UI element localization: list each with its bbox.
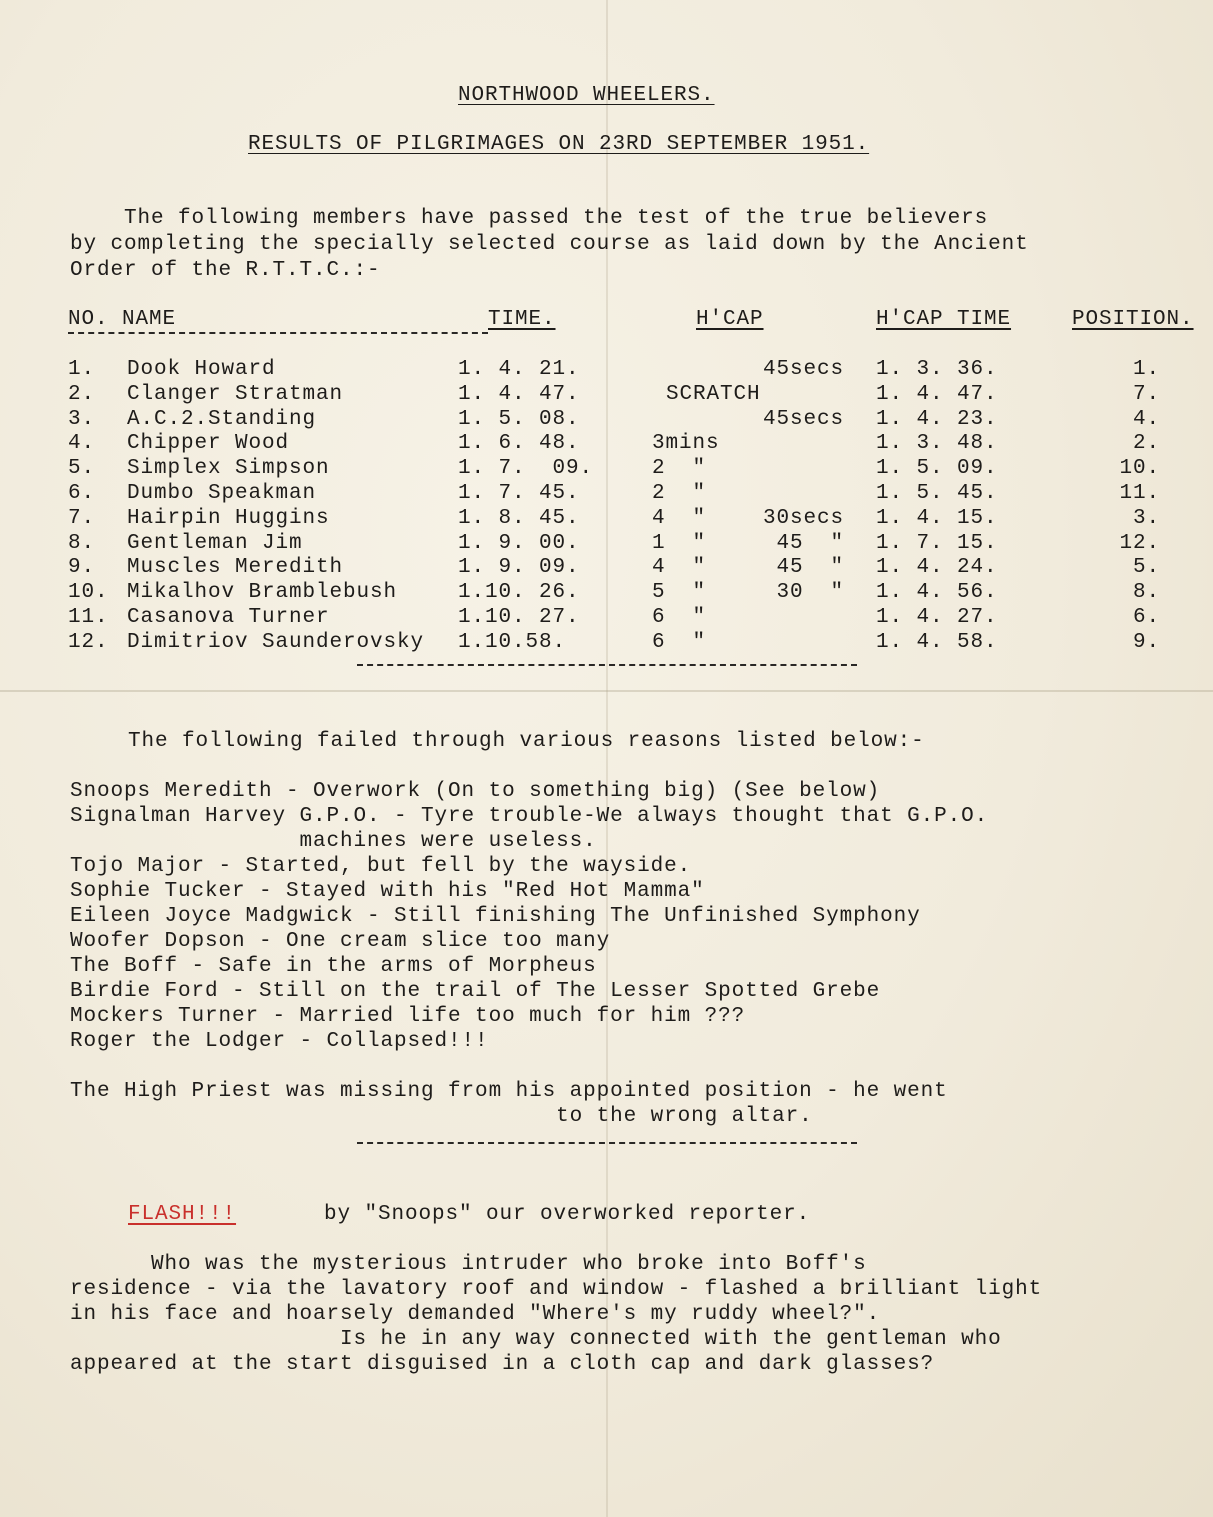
failed-item: Roger the Lodger - Collapsed!!!	[70, 1030, 489, 1053]
row-name: A.C.2.Standing	[127, 407, 317, 431]
row-position: 6.	[1132, 606, 1160, 629]
row-handicap: 4 "	[652, 556, 707, 580]
row-position: 1.	[1132, 358, 1160, 381]
row-handicap-secs: 45 "	[776, 531, 844, 555]
row-handicap-time: 1. 4. 58.	[876, 630, 998, 654]
row-position: 11.	[1119, 482, 1160, 505]
flash-body-line: in his face and hoarsely demanded "Where's my ruddy wheel?".	[70, 1303, 881, 1326]
row-time: 1. 8. 45.	[458, 506, 580, 530]
row-handicap-time: 1. 4. 23.	[876, 407, 998, 431]
row-number: 7.	[68, 506, 96, 530]
row-time: 1.10. 26.	[458, 581, 580, 605]
row-handicap-time: 1. 4. 15.	[876, 506, 998, 530]
flash-body-line: Who was the mysterious intruder who broke into Boff's	[70, 1253, 867, 1276]
flash-body-line: Is he in any way connected with the gentleman who	[70, 1328, 1002, 1351]
failed-item: Tojo Major - Started, but fell by the wayside.	[70, 855, 692, 878]
row-name: Hairpin Huggins	[127, 506, 330, 530]
failed-item: Eileen Joyce Madgwick - Still finishing The Unfinished Symphony	[70, 905, 921, 928]
row-time: 1.10.58.	[458, 630, 567, 654]
row-position: 8.	[1132, 581, 1160, 605]
column-header-position: POSITION.	[1072, 308, 1194, 331]
row-time: 1. 7. 45.	[458, 482, 580, 505]
row-position: 10.	[1119, 457, 1160, 481]
column-header-name: NO. NAME	[68, 308, 488, 334]
row-handicap-secs: 30secs	[762, 506, 844, 530]
row-time: 1. 6. 48.	[458, 432, 580, 456]
column-header-time: TIME.	[488, 308, 556, 331]
row-handicap-time: 1. 5. 09.	[876, 457, 998, 481]
row-number: 10.	[68, 581, 109, 605]
column-header-hcap: H'CAP	[696, 308, 764, 331]
row-position: 4.	[1132, 407, 1160, 431]
intro-line: by completing the specially selected course as laid down by the Ancient	[70, 233, 1029, 256]
row-position: 3.	[1132, 506, 1160, 530]
failed-item: Snoops Meredith - Overwork (On to something big) (See below)	[70, 780, 881, 803]
row-number: 3.	[68, 407, 96, 431]
row-number: 11.	[68, 606, 109, 629]
row-handicap: 5 "	[652, 581, 707, 605]
failed-item: machines were useless.	[70, 830, 597, 853]
flash-label: FLASH!!!	[128, 1203, 237, 1226]
row-number: 1.	[68, 358, 96, 381]
intro-line: The following members have passed the test of the true believers	[70, 207, 989, 230]
row-handicap-time: 1. 3. 48.	[876, 432, 998, 456]
row-handicap-time: 1. 7. 15.	[876, 531, 998, 555]
flash-byline: by "Snoops" our overworked reporter.	[324, 1203, 811, 1226]
row-handicap: 6 "	[652, 606, 707, 629]
row-handicap-secs: 45 "	[776, 556, 844, 580]
row-handicap: 6 "	[652, 630, 707, 654]
row-time: 1. 9. 00.	[458, 531, 580, 555]
row-time: 1. 7. 09.	[458, 457, 594, 481]
row-position: 7.	[1132, 382, 1160, 406]
row-number: 6.	[68, 482, 96, 505]
row-handicap-time: 1. 4. 24.	[876, 556, 998, 580]
row-handicap-secs: 30 "	[776, 581, 844, 605]
failed-item: Mockers Turner - Married life too much for him ???	[70, 1005, 746, 1028]
failed-intro: The following failed through various reasons listed below:-	[128, 730, 925, 753]
row-handicap: SCRATCH	[666, 382, 761, 406]
row-position: 12.	[1119, 531, 1160, 555]
column-header-hcap-time: H'CAP TIME	[876, 308, 1012, 331]
page-title: RESULTS OF PILGRIMAGES ON 23RD SEPTEMBER 1951.	[248, 133, 870, 156]
flash-body-line: appeared at the start disguised in a cloth cap and dark glasses?	[70, 1353, 935, 1376]
row-time: 1. 4. 21.	[458, 358, 580, 381]
row-number: 8.	[68, 531, 96, 555]
divider-dashes	[357, 1142, 857, 1144]
row-handicap: 4 "	[652, 506, 707, 530]
row-name: Casanova Turner	[127, 606, 330, 629]
row-number: 9.	[68, 556, 96, 580]
row-number: 5.	[68, 457, 96, 481]
high-priest-line: The High Priest was missing from his appointed position - he went	[70, 1080, 948, 1103]
row-name: Chipper Wood	[127, 432, 290, 456]
row-name: Simplex Simpson	[127, 457, 330, 481]
club-title: NORTHWOOD WHEELERS.	[458, 84, 715, 107]
row-time: 1. 4. 47.	[458, 382, 580, 406]
row-handicap: 2 "	[652, 457, 707, 481]
row-name: Muscles Meredith	[127, 556, 344, 580]
row-number: 4.	[68, 432, 96, 456]
high-priest-line: to the wrong altar.	[70, 1105, 813, 1128]
row-handicap-time: 1. 5. 45.	[876, 482, 998, 505]
failed-item: Woofer Dopson - One cream slice too many	[70, 930, 611, 953]
row-handicap-time: 1. 3. 36.	[876, 358, 998, 381]
row-name: Mikalhov Bramblebush	[127, 581, 398, 605]
row-name: Dimitriov Saunderovsky	[127, 630, 425, 654]
row-handicap: 3mins	[652, 432, 720, 456]
intro-line: Order of the R.T.T.C.:-	[70, 259, 381, 282]
row-time: 1. 9. 09.	[458, 556, 580, 580]
row-name: Dumbo Speakman	[127, 482, 317, 505]
row-handicap-time: 1. 4. 27.	[876, 606, 998, 629]
row-handicap-time: 1. 4. 56.	[876, 581, 998, 605]
row-position: 2.	[1132, 432, 1160, 456]
row-time: 1. 5. 08.	[458, 407, 580, 431]
row-name: Clanger Stratman	[127, 382, 344, 406]
failed-item: Birdie Ford - Still on the trail of The Lesser Spotted Grebe	[70, 980, 881, 1003]
failed-item: The Boff - Safe in the arms of Morpheus	[70, 955, 597, 978]
row-position: 9.	[1132, 630, 1160, 654]
row-handicap-secs: 45secs	[762, 358, 844, 381]
divider-dashes	[357, 664, 857, 666]
row-handicap: 1 "	[652, 531, 707, 555]
row-handicap: 2 "	[652, 482, 707, 505]
flash-body-line: residence - via the lavatory roof and window - flashed a brilliant light	[70, 1278, 1043, 1301]
row-handicap-time: 1. 4. 47.	[876, 382, 998, 406]
row-handicap-secs: 45secs	[762, 407, 844, 431]
row-time: 1.10. 27.	[458, 606, 580, 629]
row-name: Dook Howard	[127, 358, 276, 381]
failed-item: Signalman Harvey G.P.O. - Tyre trouble-We always thought that G.P.O.	[70, 805, 989, 828]
row-number: 12.	[68, 630, 109, 654]
row-position: 5.	[1132, 556, 1160, 580]
failed-item: Sophie Tucker - Stayed with his "Red Hot Mamma"	[70, 880, 705, 903]
row-name: Gentleman Jim	[127, 531, 303, 555]
row-number: 2.	[68, 382, 96, 406]
